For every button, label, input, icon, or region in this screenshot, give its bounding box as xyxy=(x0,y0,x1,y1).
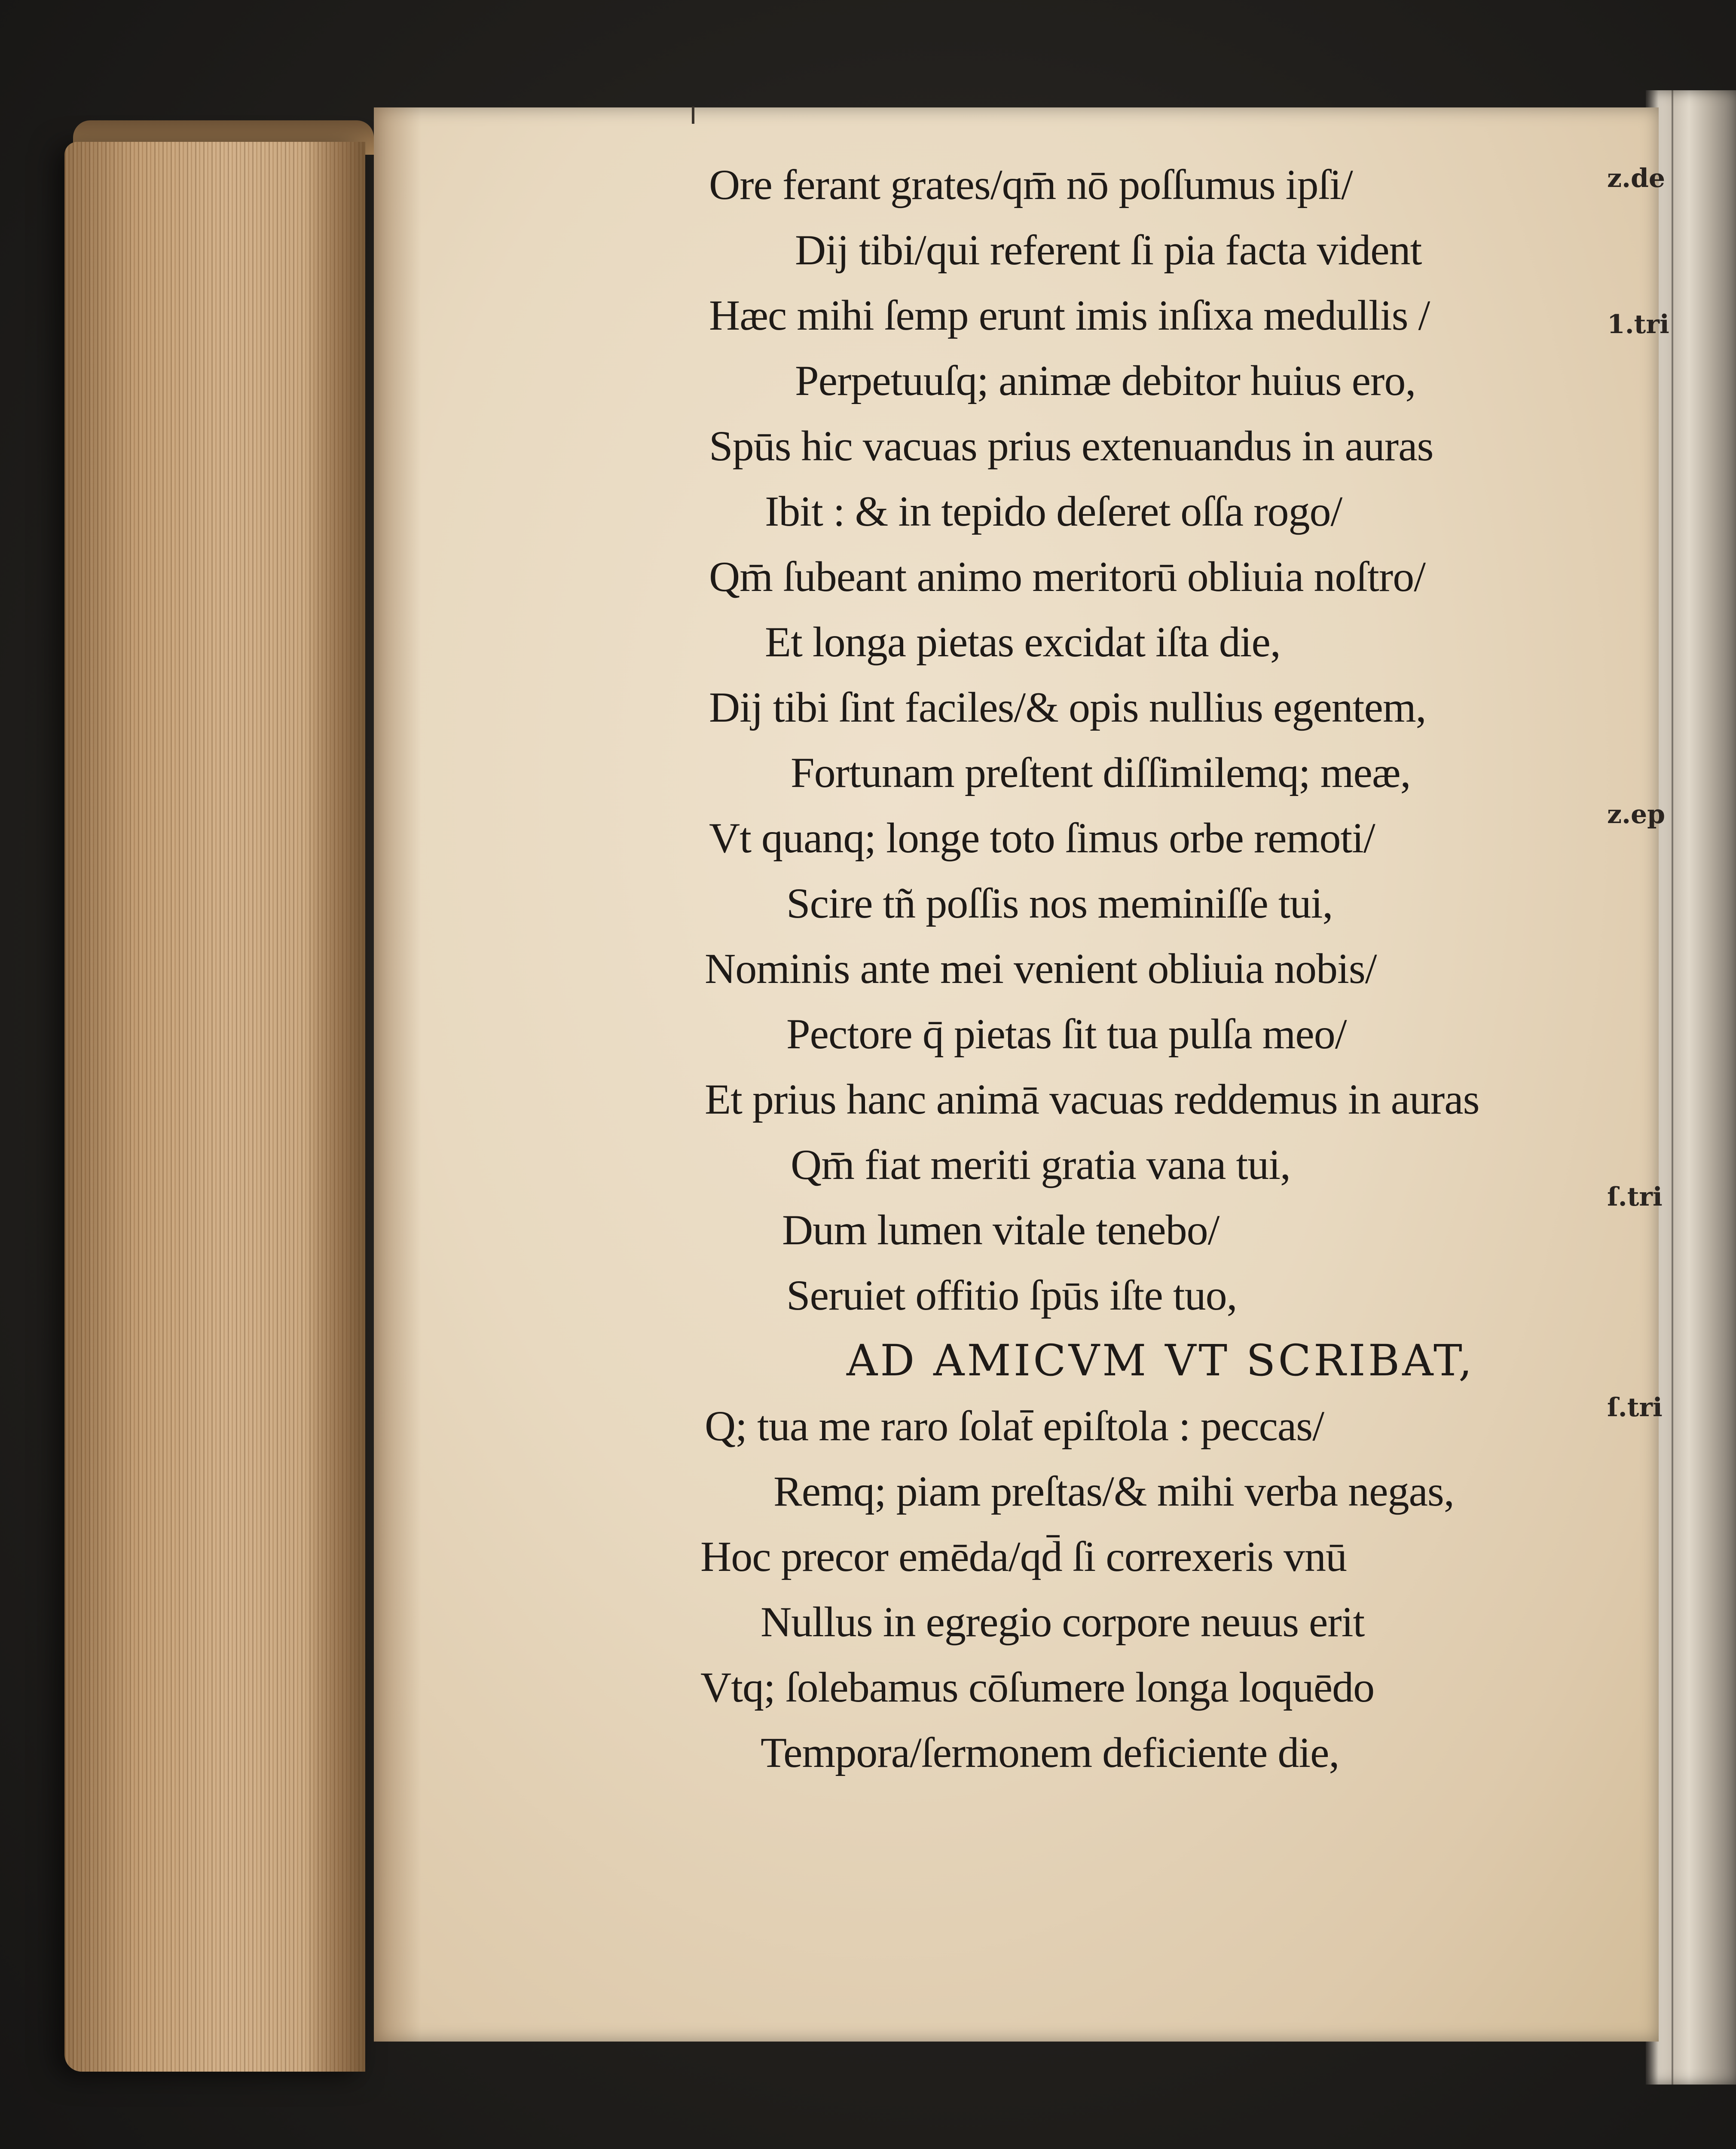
text-line: Vt quanq; longe toto ſimus orbe remoti/ xyxy=(709,814,1375,862)
following-pages-edge xyxy=(1646,90,1736,2085)
text-line: Nominis ante mei venient obliuia nobis/ xyxy=(705,945,1377,992)
margin-note: ſ.tri xyxy=(1607,1182,1663,1212)
text-line: Seruiet offitio ſpūs iſte tuo, xyxy=(786,1271,1237,1319)
text-line: Pectore q̄ pietas ſit tua pulſa meo/ xyxy=(786,1010,1347,1058)
text-line: Q; tua me raro ſolat̄ epiſtola : peccas/ xyxy=(705,1402,1324,1450)
text-line: Et prius hanc animā vacuas reddemus in auras xyxy=(705,1075,1479,1123)
text-line: Qm̄ fiat meriti gratia vana tui, xyxy=(791,1141,1291,1188)
margin-note: ſ.tri xyxy=(1607,1393,1663,1423)
text-line: Scire tñ poſſis nos meminiſſe tui, xyxy=(786,879,1333,927)
text-line: Fortunam preſtent diſſimilemq; meæ, xyxy=(791,749,1411,796)
text-line: Spūs hic vacuas prius extenuandus in auras xyxy=(709,422,1433,470)
text-line: Hoc precor emēda/qd̄ ſi correxeris vnū xyxy=(700,1533,1347,1580)
text-line: Ibit : & in tepido deſeret oſſa rogo/ xyxy=(765,487,1342,535)
text-line: Vtq; ſolebamus cōſumere longa loquēdo xyxy=(700,1663,1375,1711)
ink-mark xyxy=(692,107,694,124)
text-line: Remq; piam preſtas/& mihi verba negas, xyxy=(773,1467,1454,1515)
book-fore-edge xyxy=(64,142,365,2072)
text-line: Nullus in egregio corpore neuus erit xyxy=(761,1598,1365,1646)
margin-note: z.de xyxy=(1607,163,1666,193)
margin-note: 1.tri xyxy=(1607,309,1669,340)
text-line: Ore ferant grates/qm̄ nō poſſumus ipſi/ xyxy=(709,161,1353,208)
text-line: Tempora/ſermonem deficiente die, xyxy=(761,1729,1339,1776)
text-line: Hæc mihi ſemp erunt imis inſixa medullis / xyxy=(709,291,1430,339)
text-line: Dum lumen vitale tenebo/ xyxy=(782,1206,1219,1254)
text-line: Dij tibi/qui referent ſi pia facta vident xyxy=(795,226,1422,274)
section-heading: AD AMICVM VT SCRIBAT, xyxy=(847,1335,1475,1386)
margin-notes xyxy=(1607,163,1669,1582)
text-line: Qm̄ ſubeant animo meritorū obliuia noſtro/ xyxy=(709,553,1426,600)
text-line: Dij tibi ſint faciles/& opis nullius egentem, xyxy=(709,683,1426,731)
text-line: Et longa pietas excidat iſta die, xyxy=(765,618,1281,666)
text-line: Perpetuuſq; animæ debitor huius ero, xyxy=(795,357,1416,404)
margin-note: z.ep xyxy=(1607,799,1666,830)
